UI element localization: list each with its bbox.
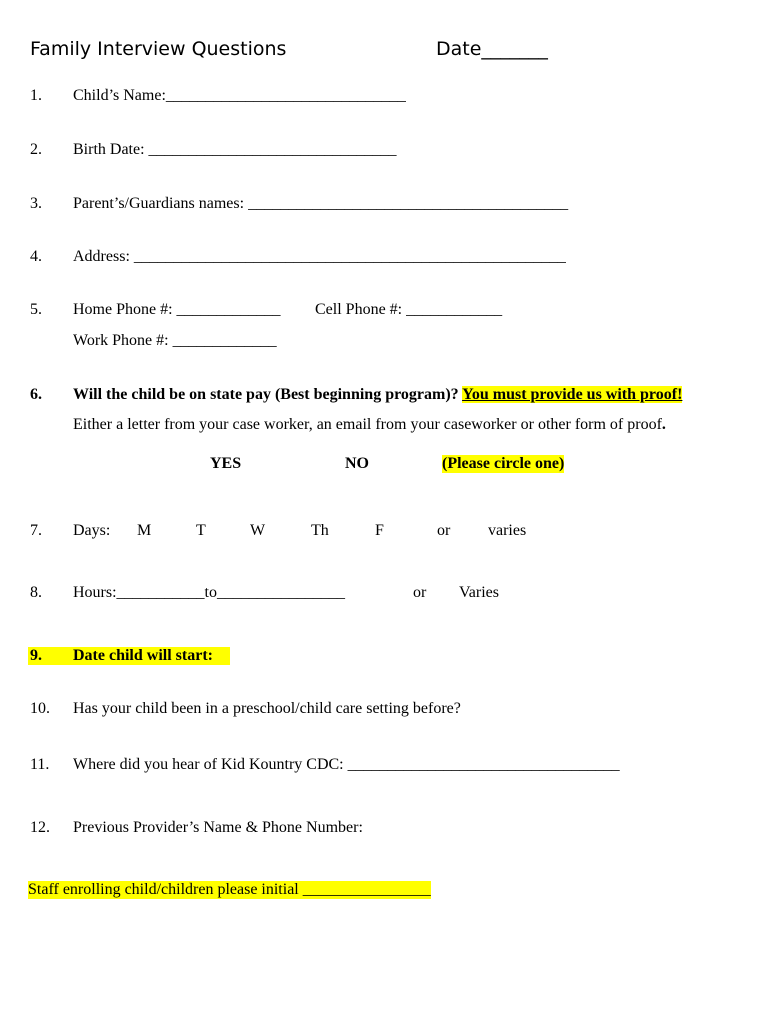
- previous-provider-question: Previous Provider’s Name & Phone Number:: [73, 819, 363, 836]
- birth-date-field[interactable]: Birth Date: _______________________________: [73, 141, 397, 158]
- day-option-th[interactable]: Th: [311, 522, 329, 539]
- question-number: 11.: [30, 756, 50, 773]
- question-number: 5.: [30, 301, 42, 318]
- day-option-f[interactable]: F: [375, 522, 384, 539]
- proof-note: You must provide us with proof!: [462, 386, 683, 403]
- question-number: 2.: [30, 141, 42, 158]
- hours-or-text: or: [413, 584, 427, 601]
- yes-option[interactable]: YES: [210, 455, 242, 472]
- start-date-row[interactable]: [28, 647, 230, 665]
- home-phone-field[interactable]: Home Phone #: _____________: [73, 301, 281, 318]
- no-option[interactable]: NO: [345, 455, 369, 472]
- guardians-names-field[interactable]: Parent’s/Guardians names: ________________________________________: [73, 195, 569, 212]
- question-number: 6.: [30, 386, 42, 403]
- proof-detail: [73, 416, 666, 434]
- question-number: 7.: [30, 522, 42, 539]
- question-number: 8.: [30, 584, 42, 601]
- form-title: Family Interview Questions: [30, 38, 287, 60]
- childs-name-field[interactable]: Child’s Name:______________________________: [73, 87, 406, 104]
- state-pay-question-text: Will the child be on state pay (Best beginning program)?: [73, 386, 459, 403]
- question-number: 9.: [30, 647, 42, 664]
- prior-care-question: Has your child been in a preschool/child care setting before?: [73, 700, 461, 717]
- days-varies-option[interactable]: varies: [488, 522, 527, 539]
- day-option-t[interactable]: T: [196, 522, 206, 539]
- question-number: 1.: [30, 87, 42, 104]
- question-number: 3.: [30, 195, 42, 212]
- days-label: Days:: [73, 522, 111, 539]
- circle-note: (Please circle one): [442, 455, 565, 472]
- date-field[interactable]: Date_______: [436, 38, 548, 60]
- state-pay-question: [73, 386, 682, 404]
- day-option-w[interactable]: W: [250, 522, 266, 539]
- proof-detail-period: .: [661, 416, 666, 433]
- question-number: 12.: [30, 819, 50, 836]
- start-date-label: Date child will start:: [73, 647, 213, 664]
- proof-detail-text: Either a letter from your case worker, an email from your caseworker or other form of proof: [73, 416, 662, 433]
- address-field[interactable]: Address: ______________________________________________________: [73, 248, 566, 265]
- hours-field[interactable]: Hours:___________to________________: [73, 584, 345, 601]
- cell-phone-field[interactable]: Cell Phone #: ____________: [315, 301, 503, 318]
- days-or-text: or: [437, 522, 451, 539]
- hours-varies-option[interactable]: Varies: [459, 584, 499, 601]
- work-phone-field[interactable]: Work Phone #: _____________: [73, 332, 277, 349]
- question-number: 10.: [30, 700, 50, 717]
- referral-source-field[interactable]: Where did you hear of Kid Kountry CDC: __________________________________: [73, 756, 620, 773]
- day-option-m[interactable]: M: [137, 522, 152, 539]
- question-number: 4.: [30, 248, 42, 265]
- staff-initial-field[interactable]: Staff enrolling child/children please initial ________________: [28, 881, 431, 898]
